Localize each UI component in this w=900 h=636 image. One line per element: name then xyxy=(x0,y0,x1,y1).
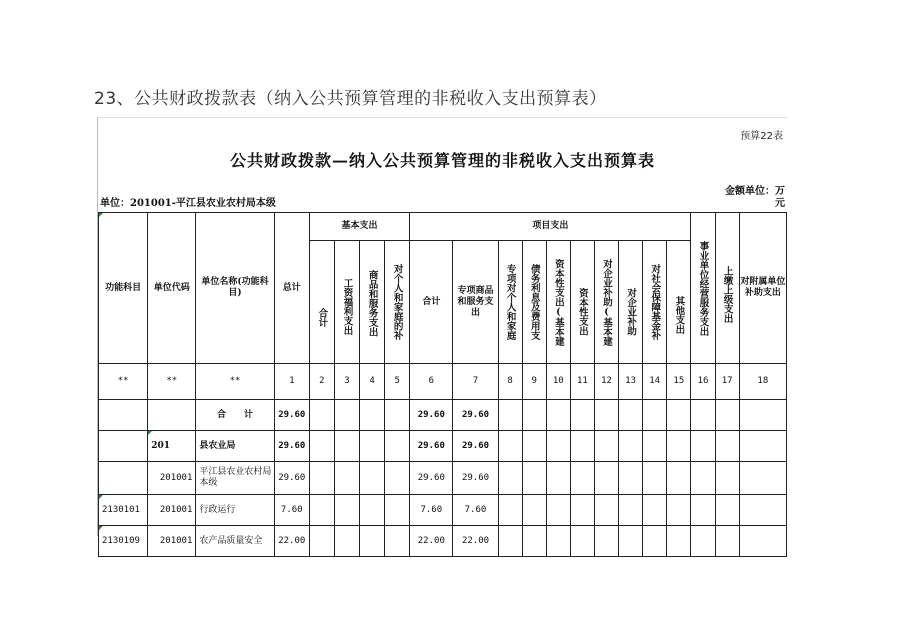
col-subsidiary: 对附属单位补助支出 xyxy=(739,213,786,364)
sheet-code: 预算22表 xyxy=(740,131,783,142)
col-project-debt: 债务利息及费用支 xyxy=(522,241,546,364)
col-basic-group: 基本支出 xyxy=(309,213,409,241)
col-basic-wages: 工资福利支出 xyxy=(334,241,359,364)
col-project-other: 其他支出 xyxy=(667,241,691,364)
index-row: ** ** ** 1 2 3 4 5 6 7 8 9 10 11 12 13 14 15 16 17 18 xyxy=(99,364,787,400)
col-superior: 上缴上级支出 xyxy=(715,213,739,364)
col-basic-personal: 对个人和家庭的补 xyxy=(385,241,410,364)
table-row: 201 县农业局 29.60 29.60 29.60 xyxy=(99,431,787,462)
budget-sheet xyxy=(97,117,787,546)
table-row: 2130101 201001 行政运行 7.60 7.60 7.60 xyxy=(99,495,787,526)
unit-label: 单位：201001-平江县农业农村局本级 xyxy=(100,198,276,209)
col-unit-name: 单位名称(功能科目) xyxy=(196,213,274,364)
col-total: 总计 xyxy=(274,213,309,364)
amount-unit-label: 金额单位：万元 xyxy=(725,186,785,209)
col-project-capital: 资本性支出 xyxy=(570,241,594,364)
col-basic-total: 合计 xyxy=(309,241,334,364)
col-project-group: 项目支出 xyxy=(410,213,691,241)
col-project-enterprise-infra: 对企业补助(基本建 xyxy=(594,241,618,364)
col-project-total: 合计 xyxy=(410,241,453,364)
sheet-title: 公共财政拨款—纳入公共预算管理的非税收入支出预算表 xyxy=(229,151,655,170)
table-row: 2130109 201001 农产品质量安全 22.00 22.00 22.00 xyxy=(99,526,787,557)
budget-table xyxy=(98,212,787,557)
table-row: 201001 平江县农业农村局本级 29.60 29.60 29.60 xyxy=(99,462,787,495)
col-business: 事业单位经营服务支出 xyxy=(691,213,715,364)
col-project-enterprise: 对企业补助 xyxy=(619,241,643,364)
page-heading: 23、公共财政拨款表（纳入公共预算管理的非税收入支出预算表） xyxy=(94,89,607,109)
col-func-subject: 功能科目 xyxy=(99,213,148,364)
col-project-goods: 专项商品和服务支出 xyxy=(453,241,498,364)
col-project-personal: 专项对个人和家庭 xyxy=(498,241,522,364)
col-project-capital-infra: 资本性支出(基本建 xyxy=(546,241,570,364)
table-row: 合 计 29.60 29.60 29.60 xyxy=(99,400,787,431)
col-basic-goods: 商品和服务支出 xyxy=(360,241,385,364)
col-project-social: 对社会保障基金补 xyxy=(643,241,667,364)
col-unit-code: 单位代码 xyxy=(148,213,196,364)
